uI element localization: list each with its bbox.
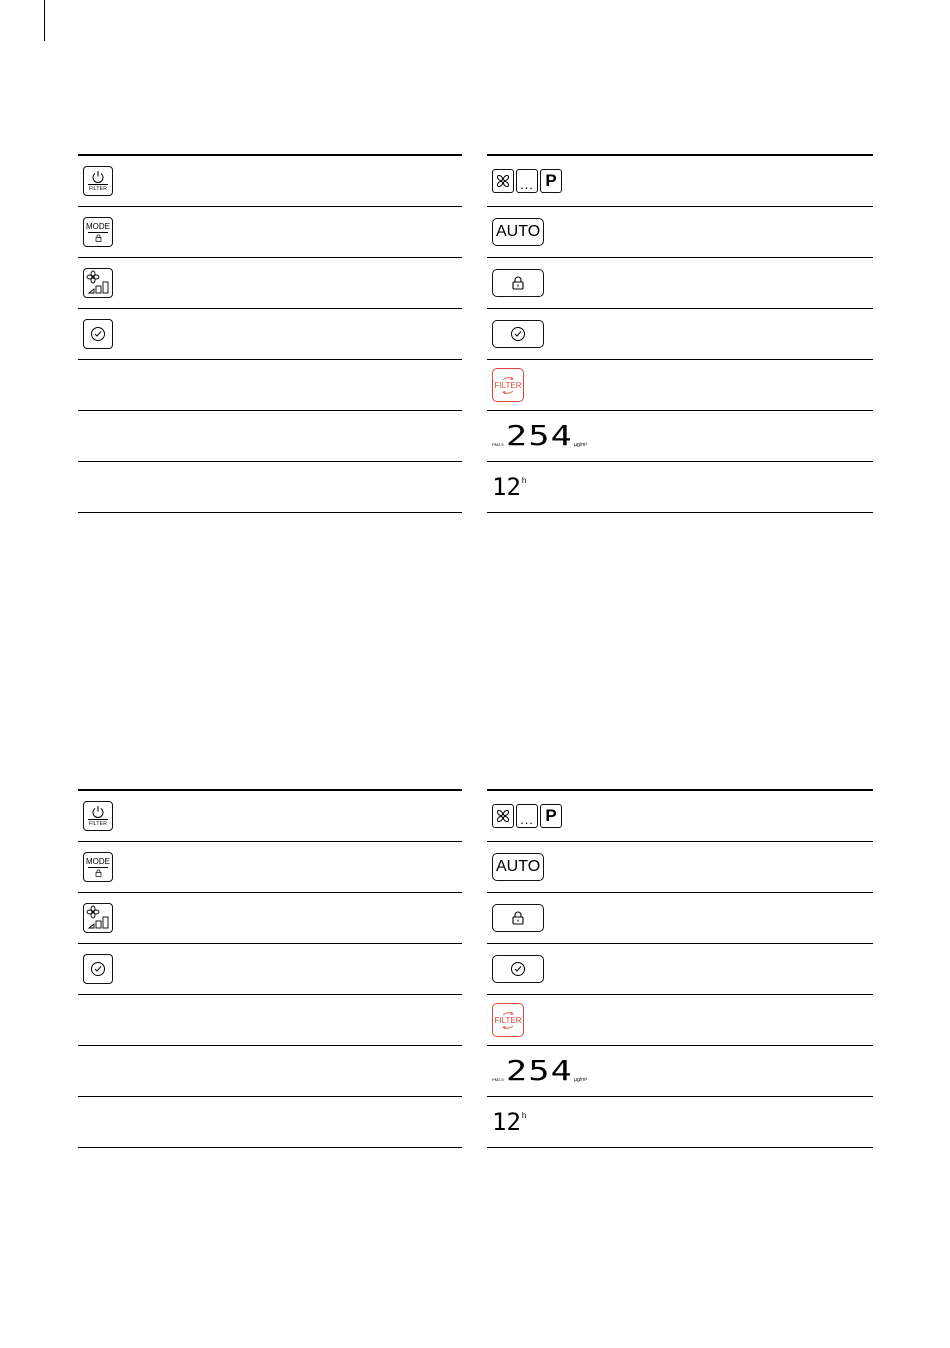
timer-key-icon	[83, 954, 113, 984]
table-row	[78, 360, 462, 411]
timer-value: 12	[492, 473, 521, 501]
filter-key-label: FILTER	[88, 821, 108, 827]
fan-icon	[495, 173, 511, 189]
fan-speed-icon	[85, 270, 111, 296]
filter-indicator-label: FILTER	[494, 1015, 522, 1025]
table-row	[487, 207, 873, 258]
pm-tag: PM2.5	[492, 442, 504, 447]
timer-indicator-icon	[492, 955, 544, 983]
preset-label: P	[545, 171, 557, 190]
auto-indicator: AUTO	[492, 853, 544, 881]
table-row	[78, 309, 462, 360]
power-icon	[91, 805, 105, 818]
indicator-column	[487, 154, 873, 513]
filter-indicator-label: FILTER	[494, 380, 522, 390]
clock-icon	[90, 961, 106, 977]
lock-indicator-icon	[492, 904, 544, 932]
table-row	[487, 309, 873, 360]
pm-unit: µg/m³	[574, 442, 588, 448]
table-row	[487, 411, 873, 462]
clock-icon	[510, 961, 526, 977]
mode-lock-key-icon	[83, 852, 113, 882]
arrow-bottom-icon	[501, 390, 515, 395]
indicator-column	[487, 789, 873, 1148]
pm-unit: µg/m³	[574, 1077, 588, 1083]
table-row	[487, 893, 873, 944]
mode-lock-key-icon	[83, 217, 113, 247]
pm-tag: PM2.5	[492, 1077, 504, 1082]
preset-label: P	[545, 806, 557, 825]
small-lock-icon	[95, 869, 102, 877]
lock-indicator-icon	[492, 269, 544, 297]
pm-value: 254	[505, 1054, 573, 1087]
fan-indicator-icon	[492, 169, 514, 193]
margin-rule	[44, 0, 45, 41]
table-row	[487, 995, 873, 1046]
fan-speed-key-icon	[83, 268, 113, 298]
table-row	[78, 995, 462, 1046]
power-icon	[91, 170, 105, 183]
auto-indicator: AUTO	[492, 218, 544, 246]
table-row	[487, 1097, 873, 1148]
timer-value: 12	[492, 1108, 521, 1136]
fan-speed-icon	[85, 905, 111, 931]
table-row	[78, 1046, 462, 1097]
button-column	[78, 789, 462, 1148]
clock-icon	[510, 326, 526, 342]
fan-indicator-icon	[492, 804, 514, 828]
power-filter-key-icon	[83, 801, 113, 831]
mode-key-label: MODE	[86, 222, 110, 231]
filter-key-label: FILTER	[88, 186, 108, 192]
table-row	[78, 411, 462, 462]
table-row	[78, 893, 462, 944]
table-row	[78, 258, 462, 309]
lock-icon	[512, 276, 524, 290]
timer-unit: h	[521, 1111, 527, 1120]
table-row	[78, 842, 462, 893]
filter-replace-indicator-icon	[492, 368, 524, 402]
clock-icon	[90, 326, 106, 342]
timer-key-icon	[83, 319, 113, 349]
table-row	[78, 1097, 462, 1148]
fan-icon	[495, 808, 511, 824]
dots-label: ...	[520, 811, 534, 827]
preset-indicator	[540, 169, 562, 193]
table-row	[78, 944, 462, 995]
table-row	[78, 207, 462, 258]
pm25-readout	[492, 419, 588, 452]
lock-icon	[512, 911, 524, 925]
button-column	[78, 154, 462, 513]
table-row	[487, 1046, 873, 1097]
filter-replace-indicator-icon	[492, 1003, 524, 1037]
table-row	[487, 842, 873, 893]
speed-dots-indicator	[516, 804, 538, 828]
table-row	[487, 462, 873, 513]
timer-unit: h	[521, 476, 527, 485]
pm25-readout	[492, 1054, 588, 1087]
power-filter-key-icon	[83, 166, 113, 196]
mode-key-label: MODE	[86, 857, 110, 866]
small-lock-icon	[95, 234, 102, 242]
table-row	[78, 789, 462, 842]
table-row	[487, 789, 873, 842]
pm-value: 254	[505, 419, 573, 452]
table-row	[487, 360, 873, 411]
arrow-bottom-icon	[501, 1025, 515, 1030]
table-row	[487, 944, 873, 995]
timer-indicator-icon	[492, 320, 544, 348]
table-row	[78, 462, 462, 513]
preset-indicator	[540, 804, 562, 828]
timer-readout	[492, 473, 527, 501]
speed-dots-indicator	[516, 169, 538, 193]
dots-label: ...	[520, 176, 534, 192]
table-row	[78, 154, 462, 207]
fan-speed-key-icon	[83, 903, 113, 933]
timer-readout	[492, 1108, 527, 1136]
table-row	[487, 258, 873, 309]
table-row	[487, 154, 873, 207]
